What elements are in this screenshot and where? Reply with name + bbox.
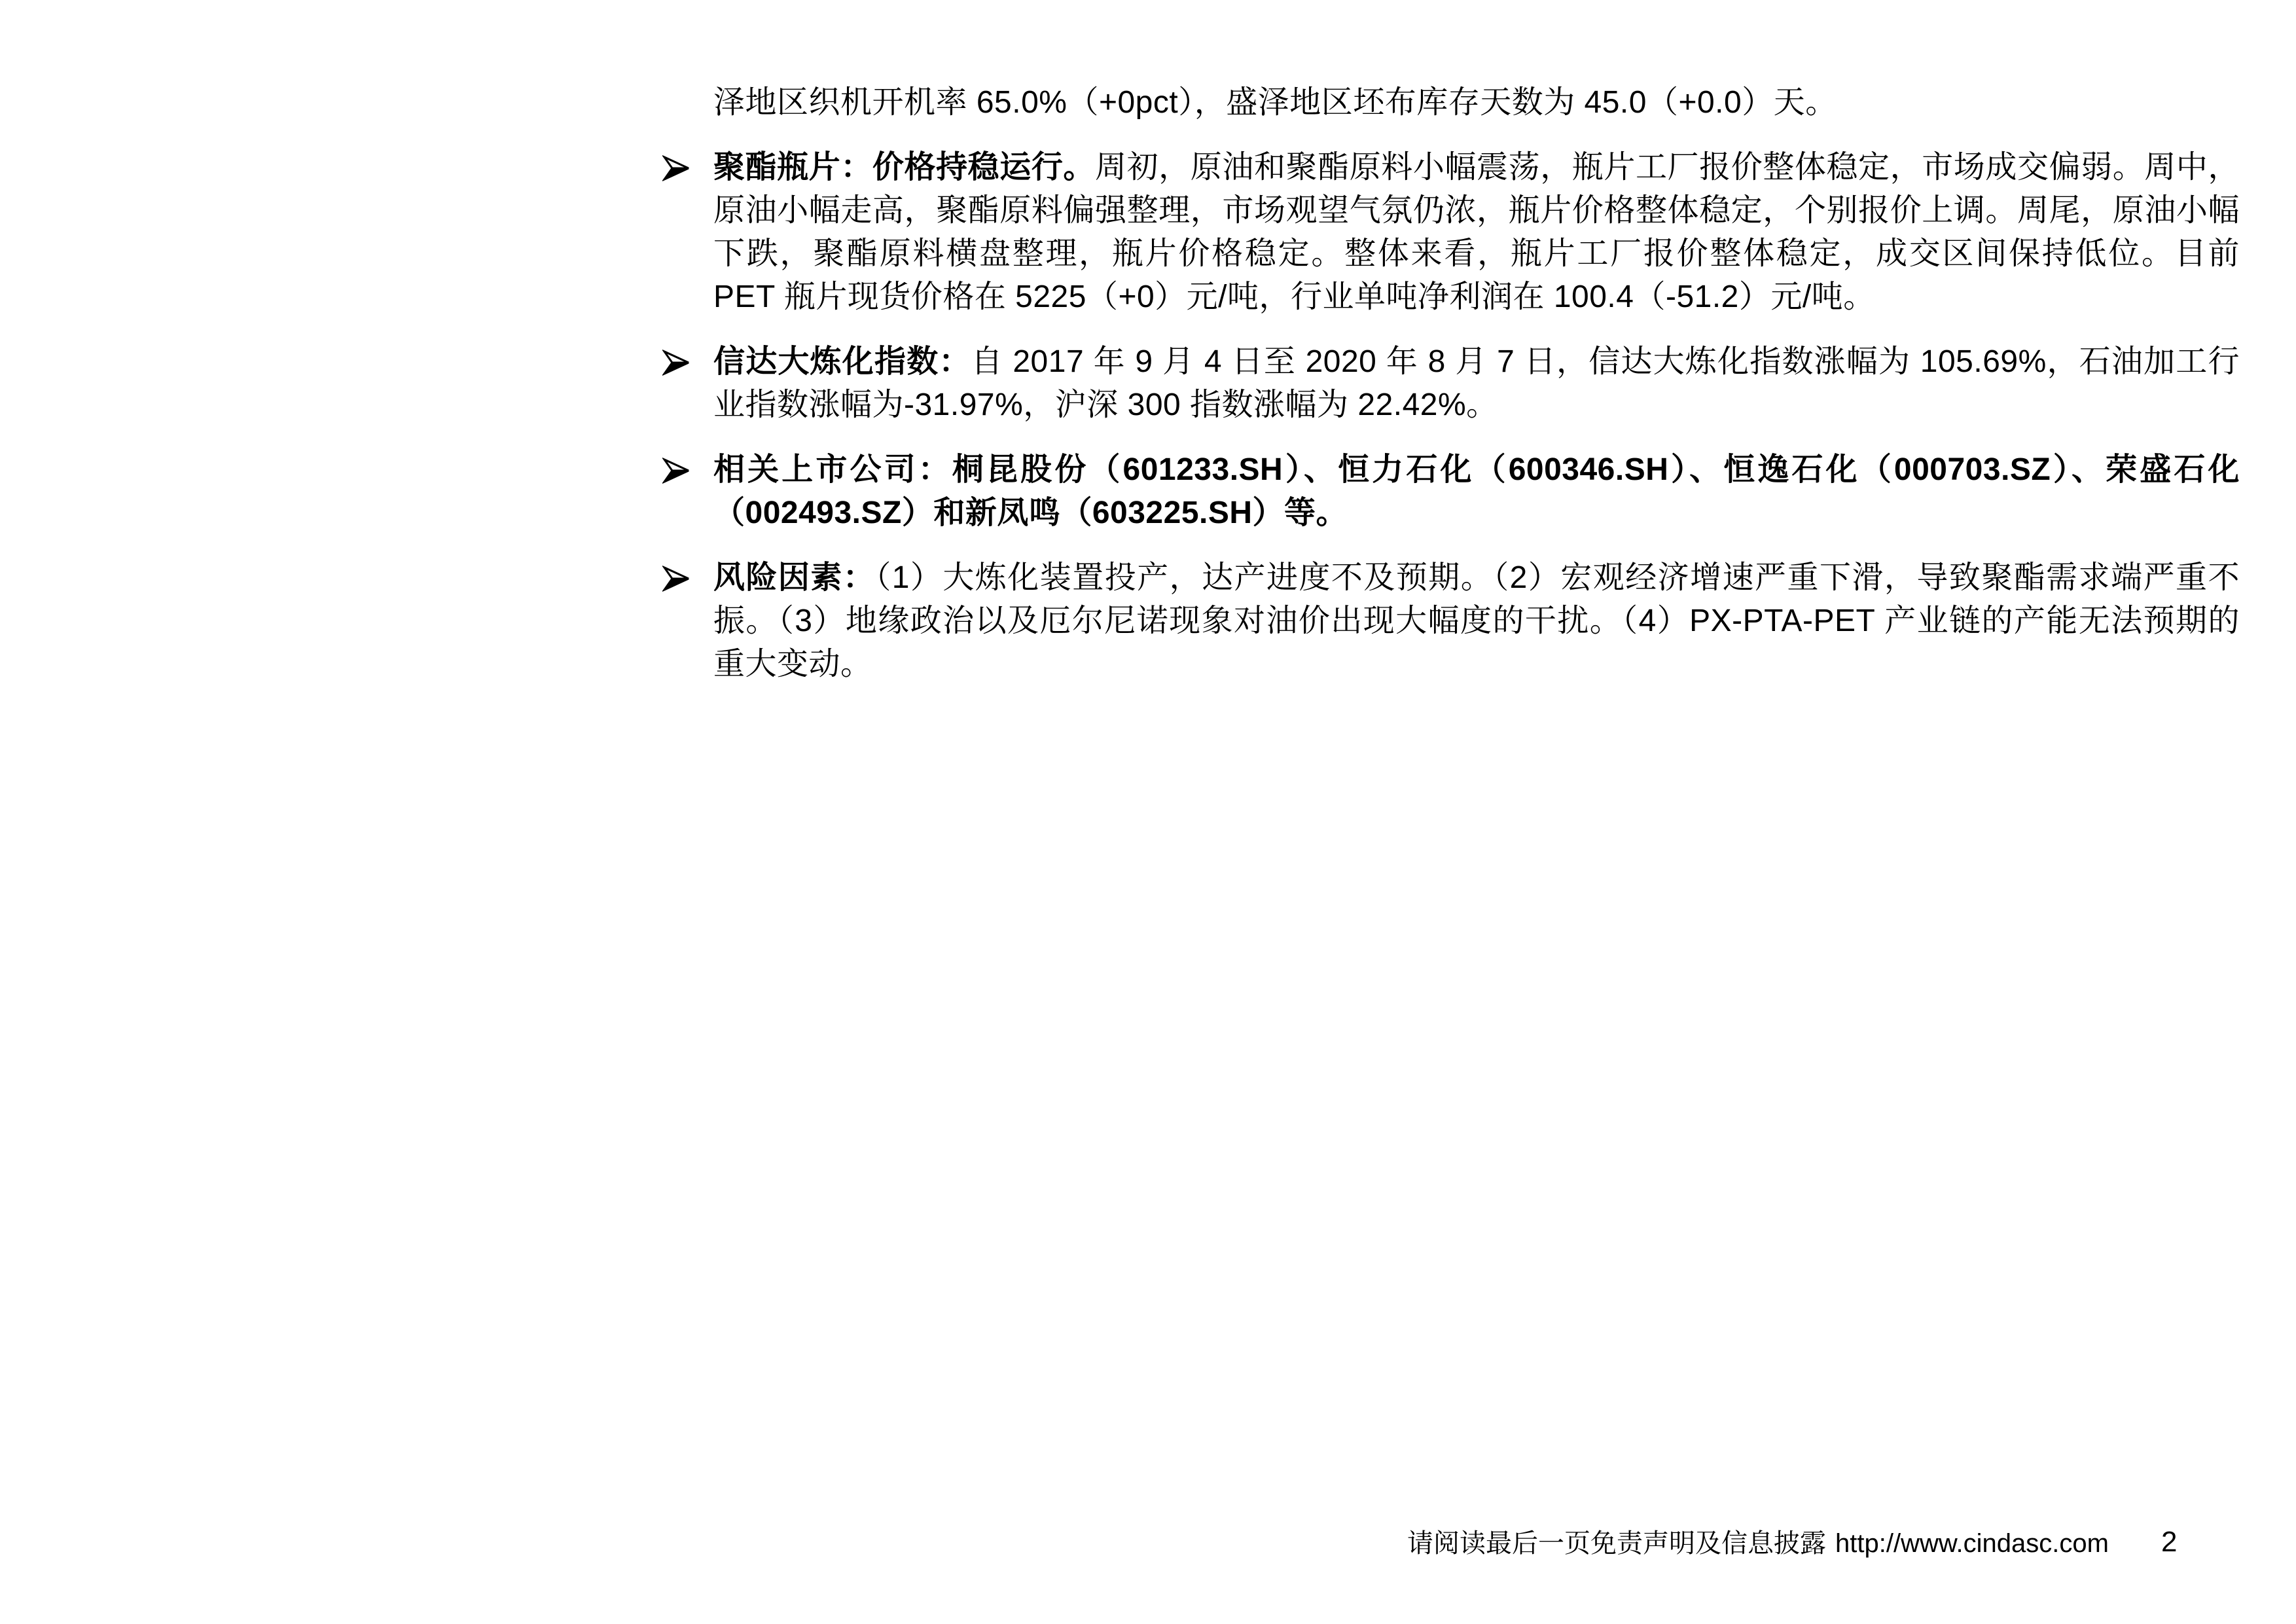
bullet-arrow-icon xyxy=(662,348,691,377)
bullet-lead: 聚酯瓶片：价格持稳运行。 xyxy=(713,150,1096,185)
bullet-arrow-icon xyxy=(662,154,691,183)
bullet-body: （1）大炼化装置投产，达产进度不及预期。（2）宏观经济增速严重下滑，导致聚酯需求端严重不振。（3）地缘政治以及厄尔尼诺现象对油价出现大幅度的干扰。（4）PX-PTA-PET 产业链的产能无法预期的重大变动。 xyxy=(713,560,2240,681)
bullet-body: 自 2017 年 9 月 4 日至 2020 年 8 月 7 日，信达大炼化指数涨幅为 105.69%，石油加工行业指数涨幅为-31.97%，沪深 300 指数涨幅为 22.42%。 xyxy=(713,344,2240,422)
bullet-item-pet-chips xyxy=(713,146,2240,319)
bullet-item-related-companies xyxy=(713,448,2240,535)
bullet-item-cinda-index xyxy=(713,340,2240,427)
bullet-lead: 信达大炼化指数： xyxy=(713,344,971,379)
bullet-arrow-icon xyxy=(662,456,691,485)
footer-disclaimer: 请阅读最后一页免责声明及信息披露 xyxy=(1407,1529,1826,1558)
continuation-text: 泽地区织机开机率 65.0%（+0pct），盛泽地区坯布库存天数为 45.0（+0.0）天。 xyxy=(713,85,1837,120)
bullet-lead: 风险因素： xyxy=(713,560,876,595)
page-number: 2 xyxy=(2161,1526,2178,1558)
paragraph-continuation xyxy=(713,81,2240,124)
bullet-body: 桐昆股份（601233.SH）、恒力石化（600346.SH）、恒逸石化（000703.SZ）、荣盛石化（002493.SZ）和新凤鸣（603225.SH）等。 xyxy=(713,452,2240,530)
report-body xyxy=(713,81,2240,686)
footer-url[interactable]: http://www.cindasc.com xyxy=(1835,1529,2109,1558)
bullet-body: 周初，原油和聚酯原料小幅震荡，瓶片工厂报价整体稳定，市场成交偏弱。周中，原油小幅走高，聚酯原料偏强整理，市场观望气氛仍浓，瓶片价格整体稳定，个别报价上调。周尾，原油小幅下跌，聚酯原料横盘整理，瓶片价格稳定。整体来看，瓶片工厂报价整体稳定，成交区间保持低位。目前 PET 瓶片现货价格在 5225（+0）元/吨，行业单吨净利润在 100.4（-51.2）元/吨。 xyxy=(713,150,2240,314)
bullet-arrow-icon xyxy=(662,564,691,593)
bullet-item-risk-factors xyxy=(713,556,2240,686)
page-footer xyxy=(1407,1528,2109,1559)
bullet-lead: 相关上市公司： xyxy=(713,452,952,487)
